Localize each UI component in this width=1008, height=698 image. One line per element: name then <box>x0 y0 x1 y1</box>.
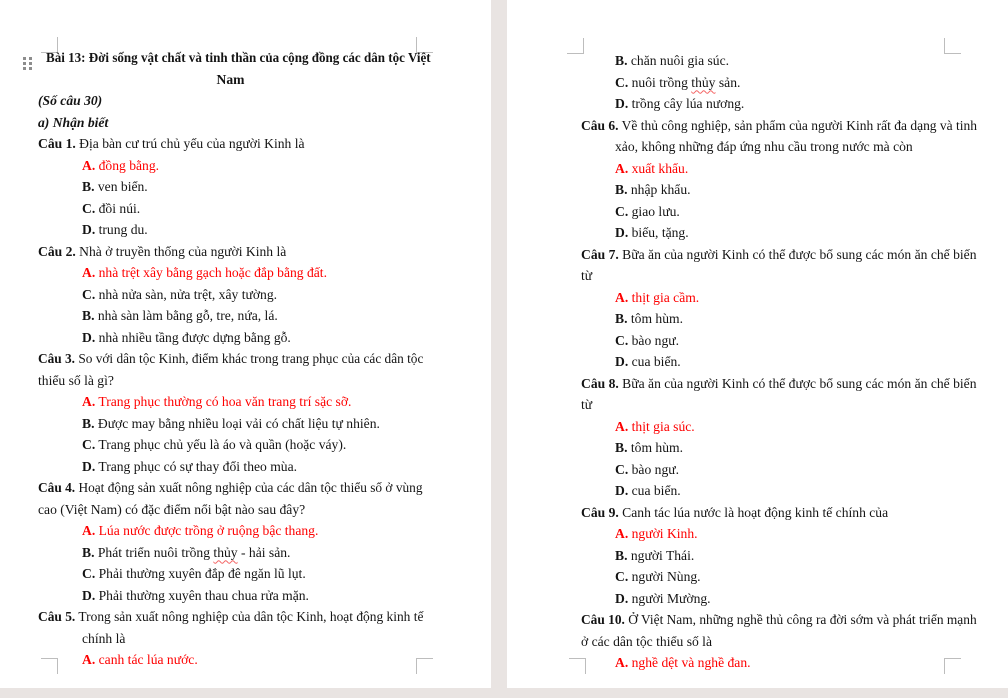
option-line[interactable]: C. bào ngư. <box>615 332 680 348</box>
misspelled-word: thủy <box>213 544 238 560</box>
option-line[interactable]: C. người Nùng. <box>615 569 701 584</box>
correct-option-line[interactable]: A. Trang phục thường có hoa văn trang trí sặc sỡ. <box>82 394 352 409</box>
option-line[interactable]: D. biếu, tặng. <box>615 225 689 240</box>
document-title-line[interactable]: Nam <box>216 71 245 87</box>
correct-option-line[interactable]: A. Lúa nước được trồng ở ruộng bậc thang. <box>82 523 319 538</box>
meta-line[interactable]: a) Nhận biết <box>38 114 109 130</box>
correct-option-line[interactable]: A. xuất khẩu. <box>615 160 689 176</box>
question-cont-line[interactable]: từ <box>581 268 593 283</box>
question-first-line[interactable]: Câu 9. Canh tác lúa nước là hoạt động kinh tế chính của <box>581 504 889 520</box>
option-line[interactable]: D. nhà nhiều tầng được dựng bằng gỗ. <box>82 329 291 345</box>
option-line[interactable]: D. cua biển. <box>615 354 681 369</box>
question-cont-line[interactable]: ở các dân tộc thiểu số là <box>581 633 712 649</box>
question-first-line[interactable]: Câu 6. Về thủ công nghiệp, sản phẩm của người Kinh rất đa dạng và tinh <box>581 117 978 133</box>
option-line[interactable]: C. đồi núi. <box>82 200 141 216</box>
correct-option-line[interactable]: A. canh tác lúa nước. <box>82 652 198 667</box>
option-line[interactable]: B. người Thái. <box>615 547 695 563</box>
text-column-page-1 <box>38 47 431 671</box>
document-page-2 <box>507 0 1008 688</box>
question-cont-line[interactable]: chính là <box>82 630 126 646</box>
option-line[interactable]: C. nhà nửa sàn, nửa trệt, xây tường. <box>82 286 278 302</box>
question-cont-line[interactable]: thiểu số là gì? <box>38 372 114 388</box>
misspelled-word: thủy <box>691 74 716 90</box>
document-title-line[interactable]: Bài 13: Đời sống vật chất và tinh thần của cộng đồng các dân tộc Việt <box>45 50 431 65</box>
option-line[interactable]: D. cua biển. <box>615 483 681 498</box>
document-page-1 <box>0 0 491 688</box>
option-line[interactable]: C. Trang phục chủ yếu là áo và quần (hoặc váy). <box>82 437 347 452</box>
option-line[interactable]: D. trồng cây lúa nương. <box>615 96 745 111</box>
question-first-line[interactable]: Câu 1. Địa bàn cư trú chủ yếu của người Kinh là <box>38 136 305 151</box>
text-column-page-2 <box>581 50 977 674</box>
option-line[interactable]: B. nhập khẩu. <box>615 182 691 197</box>
option-line[interactable]: D. trung du. <box>82 222 148 237</box>
option-line[interactable]: D. người Mường. <box>615 590 711 606</box>
correct-option-line[interactable]: A. thịt gia cầm. <box>615 289 700 305</box>
question-first-line[interactable]: Câu 7. Bữa ăn của người Kinh có thể được bổ sung các món ăn chế biến <box>581 246 977 262</box>
question-cont-line[interactable]: từ <box>581 397 593 412</box>
option-line[interactable]: C. bào ngư. <box>615 461 680 477</box>
question-first-line[interactable]: Câu 8. Bữa ăn của người Kinh có thể được bổ sung các món ăn chế biến <box>581 375 977 391</box>
option-line[interactable]: B. Được may bằng nhiều loại vải có chất liệu tự nhiên. <box>82 415 380 431</box>
question-first-line[interactable]: Câu 4. Hoạt động sản xuất nông nghiệp của các dân tộc thiểu số ở vùng <box>38 480 423 495</box>
question-first-line[interactable]: Câu 5. Trong sản xuất nông nghiệp của dân tộc Kinh, hoạt động kinh tế <box>38 609 424 624</box>
correct-option-line[interactable]: A. thịt gia súc. <box>615 418 695 434</box>
correct-option-line[interactable]: A. nhà trệt xây bằng gạch hoặc đắp bằng đất. <box>82 265 327 280</box>
correct-option-line[interactable]: A. đồng bằng. <box>82 157 160 173</box>
option-line[interactable]: B. tôm hùm. <box>615 311 683 326</box>
option-line[interactable]: B. ven biển. <box>82 179 148 194</box>
question-first-line[interactable]: Câu 10. Ở Việt Nam, những nghề thủ công ra đời sớm và phát triển mạnh <box>581 612 977 627</box>
option-line[interactable]: B. Phát triển nuôi trồng thủy - hải sản. <box>82 544 291 560</box>
correct-option-line[interactable]: A. nghề dệt và nghề đan. <box>615 655 751 670</box>
option-line[interactable]: B. nhà sàn làm bằng gỗ, tre, nứa, lá. <box>82 308 278 323</box>
correct-option-line[interactable]: A. người Kinh. <box>615 526 698 541</box>
question-cont-line[interactable]: cao (Việt Nam) có đặc điểm nổi bật nào sau đây? <box>38 501 306 517</box>
option-line[interactable]: C. giao lưu. <box>615 203 680 219</box>
option-line[interactable]: D. Phải thường xuyên thau chua rửa mặn. <box>82 587 309 603</box>
option-line[interactable]: B. chăn nuôi gia súc. <box>615 53 730 68</box>
option-line[interactable]: C. nuôi trồng thủy sản. <box>615 74 741 90</box>
option-line[interactable]: C. Phải thường xuyên đắp đê ngăn lũ lụt. <box>82 566 306 581</box>
meta-line[interactable]: (Số câu 30) <box>38 93 103 108</box>
six-dot-drag-handle-icon[interactable] <box>23 57 32 70</box>
option-line[interactable]: B. tôm hùm. <box>615 440 683 455</box>
question-first-line[interactable]: Câu 2. Nhà ở truyền thống của người Kinh là <box>38 243 287 259</box>
option-line[interactable]: D. Trang phục có sự thay đổi theo mùa. <box>82 458 298 474</box>
question-first-line[interactable]: Câu 3. So với dân tộc Kinh, điểm khác trong trang phục của các dân tộc <box>38 351 424 366</box>
question-cont-line[interactable]: xảo, không những đáp ứng nhu cầu trong nước mà còn <box>615 139 913 154</box>
